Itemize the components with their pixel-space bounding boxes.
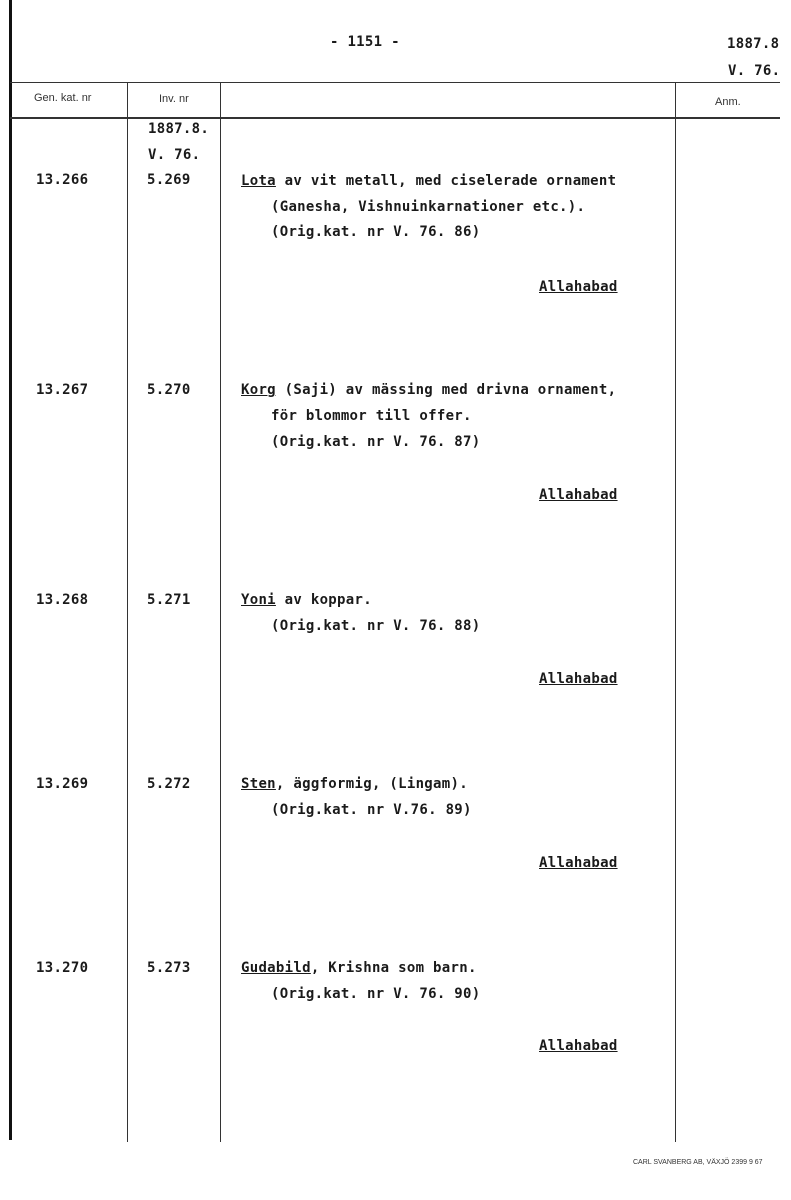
entry-title: Sten	[241, 776, 276, 792]
entry-title-rest: av koppar.	[275, 592, 372, 608]
entry-place: Allahabad	[539, 487, 618, 503]
entry-gen-number: 13.270	[36, 960, 89, 976]
entry-place: Allahabad	[539, 1038, 618, 1054]
entry-line2: (Ganesha, Vishnuinkarnationer etc.).	[271, 199, 586, 215]
entry-place: Allahabad	[539, 671, 618, 687]
left-margin-line	[9, 0, 12, 1140]
entry-title-rest: , äggformig, (Lingam).	[275, 776, 468, 792]
entry-gen-number: 13.268	[36, 592, 89, 608]
page-number: - 1151 -	[330, 34, 400, 50]
entry-place: Allahabad	[539, 855, 618, 871]
entry-inv-number: 5.271	[147, 592, 191, 608]
entry-inv-number: 5.273	[147, 960, 191, 976]
entry-line3: (Orig.kat. nr V. 76. 86)	[271, 224, 481, 240]
entry-line2: (Orig.kat. nr V. 76. 88)	[271, 618, 481, 634]
entry-description	[241, 592, 372, 608]
column-divider-2	[220, 82, 221, 1142]
entry-place: Allahabad	[539, 279, 618, 295]
entry-title: Yoni	[241, 592, 276, 608]
entry-gen-number: 13.269	[36, 776, 89, 792]
entry-title: Korg	[241, 382, 276, 398]
entry-line2: (Orig.kat. nr V.76. 89)	[271, 802, 472, 818]
corner-ref-line2: V. 76.	[728, 63, 781, 79]
entry-title-rest: (Saji) av mässing med drivna ornament,	[275, 382, 617, 398]
column-divider-3	[675, 82, 676, 1142]
column-divider-1	[127, 82, 128, 1142]
column-header-gen: Gen. kat. nr	[34, 92, 92, 104]
corner-ref-line1: 1887.8	[727, 36, 780, 52]
entry-inv-number: 5.269	[147, 172, 191, 188]
entry-line2: (Orig.kat. nr V. 76. 90)	[271, 986, 481, 1002]
header-bottom-rule	[10, 117, 780, 119]
entry-inv-number: 5.270	[147, 382, 191, 398]
entry-line2: för blommor till offer.	[271, 408, 472, 424]
entry-description	[241, 173, 616, 189]
entry-title: Lota	[241, 173, 276, 189]
entry-line3: (Orig.kat. nr V. 76. 87)	[271, 434, 481, 450]
entry-gen-number: 13.267	[36, 382, 89, 398]
printer-mark: CARL SVANBERG AB, VÄXJÖ 2399 9 67	[633, 1159, 763, 1166]
entry-title: Gudabild	[241, 960, 311, 976]
entry-description	[241, 382, 616, 398]
lead-inv-line1: 1887.8.	[148, 121, 210, 137]
entry-gen-number: 13.266	[36, 172, 89, 188]
entry-title-rest: , Krishna som barn.	[310, 960, 477, 976]
entry-title-rest: av vit metall, med ciselerade ornament	[275, 173, 617, 189]
header-top-rule	[10, 82, 780, 83]
lead-inv-line2: V. 76.	[148, 147, 201, 163]
entry-description	[241, 776, 468, 792]
entry-inv-number: 5.272	[147, 776, 191, 792]
entry-description	[241, 960, 477, 976]
column-header-anm: Anm.	[715, 96, 741, 108]
column-header-inv: Inv. nr	[159, 93, 189, 105]
